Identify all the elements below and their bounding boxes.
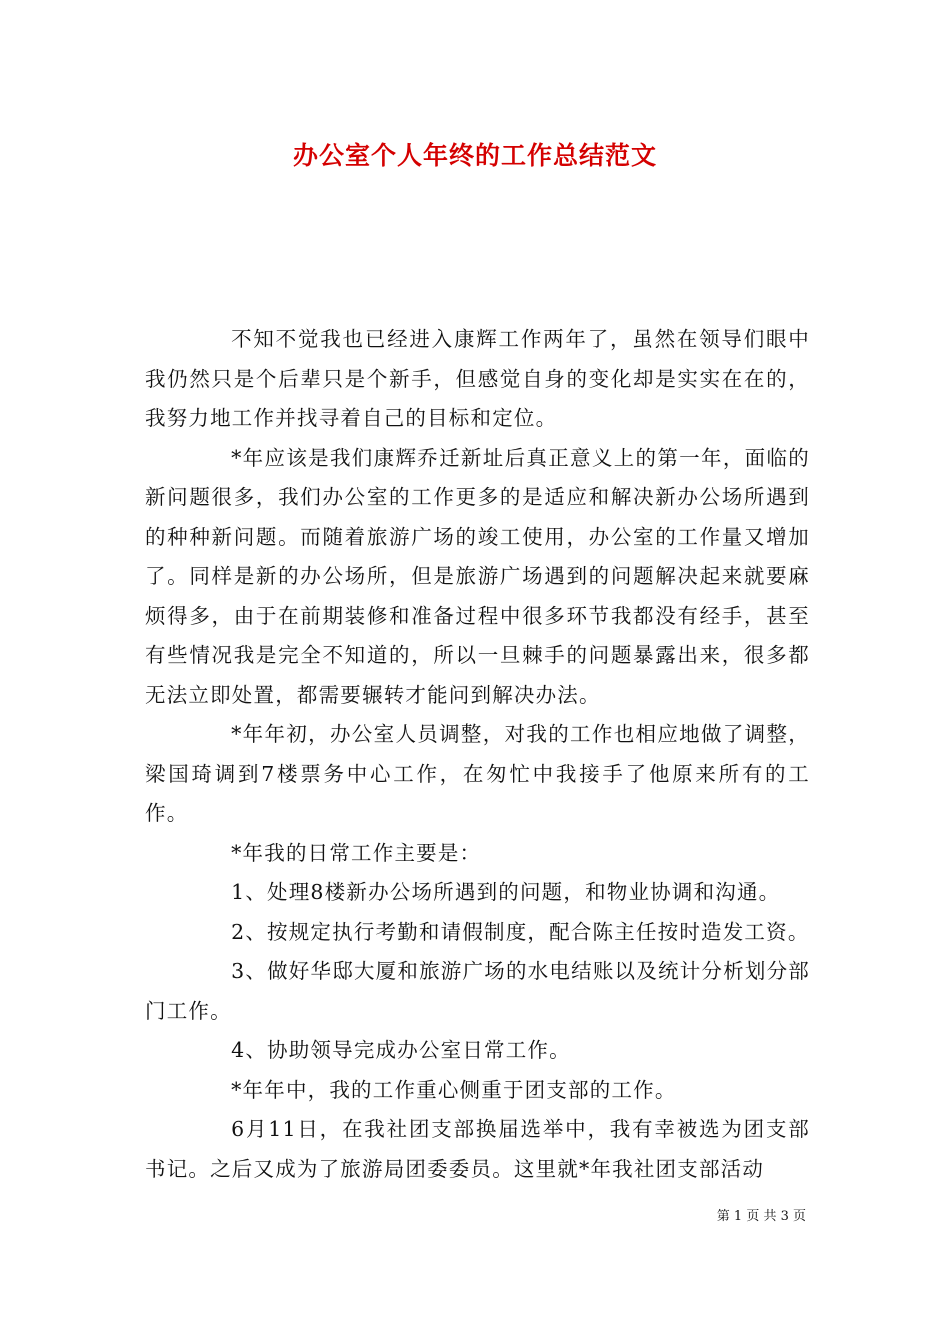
list-item: 4、协助领导完成办公室日常工作。	[231, 1038, 571, 1062]
document-body	[145, 320, 810, 1189]
document-title: 办公室个人年终的工作总结范文	[292, 141, 657, 170]
paragraph: 不知不觉我也已经进入康辉工作两年了，虽然在领导们眼中我仍然只是个后辈只是个新手，但感觉自身的变化却是实实在在的，我努力地工作并找寻着自己的目标和定位。	[145, 327, 810, 430]
paragraph: *年应该是我们康辉乔迁新址后真正意义上的第一年，面临的新问题很多，我们办公室的工作更多的是适应和解决新办公场所遇到的种种新问题。而随着旅游广场的竣工使用，办公室的工作量又增加了。同样是新的办公场所，但是旅游广场遇到的问题解决起来就要麻烦得多，由于在前期装修和准备过程中很多环节我都没有经手，甚至有些情况我是完全不知道的，所以一旦棘手的问题暴露出来，很多都无法立即处置，都需要辗转才能问到解决办法。	[145, 445, 810, 707]
list-item: 1、处理8楼新办公场所遇到的问题，和物业协调和沟通。	[231, 880, 781, 904]
paragraph: *年年中，我的工作重心侧重于团支部的工作。	[231, 1077, 677, 1102]
page-number: 第 1 页 共 3 页	[716, 1209, 806, 1224]
list-item: 3、做好华邸大厦和旅游广场的水电结账以及统计分析划分部门工作。	[145, 959, 810, 1023]
paragraph: *年我的日常工作主要是：	[231, 840, 482, 865]
list-item: 2、按规定执行考勤和请假制度，配合陈主任按时造发工资。	[231, 919, 810, 944]
paragraph: *年年初，办公室人员调整，对我的工作也相应地做了调整，梁国琦调到7楼票务中心工作，在匆忙中我接手了他原来所有的工作。	[145, 722, 810, 825]
paragraph: 6月11日，在我社团支部换届选举中，我有幸被选为团支部书记。之后又成为了旅游局团委委员。这里就*年我社团支部活动	[145, 1117, 810, 1181]
